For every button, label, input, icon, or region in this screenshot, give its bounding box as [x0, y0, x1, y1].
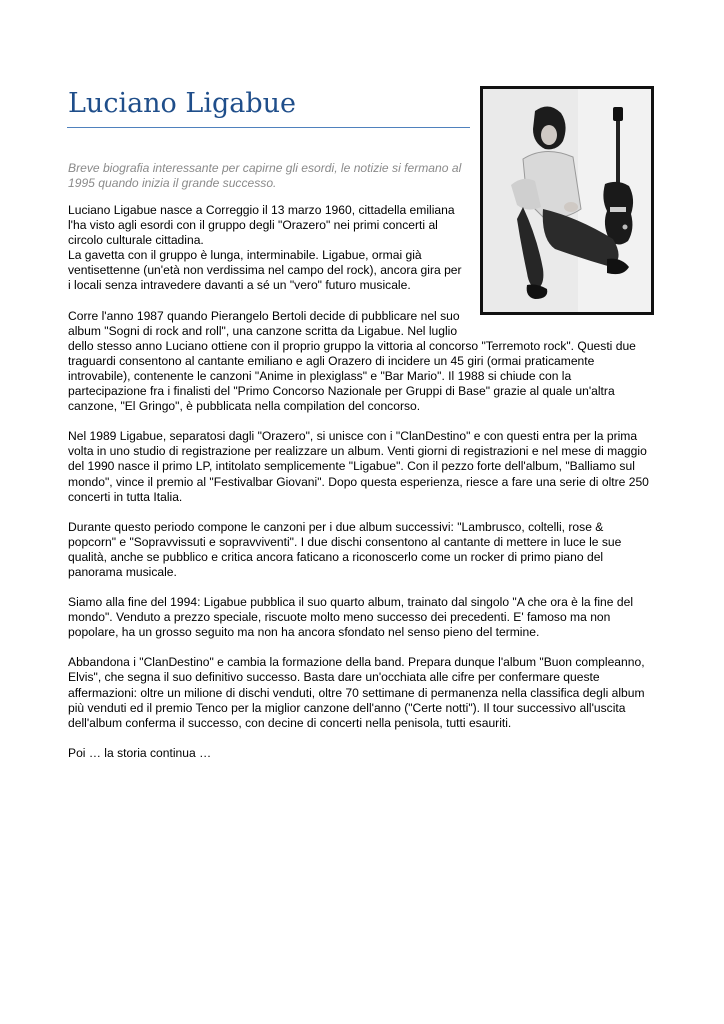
intro-line: Breve biografia interessante per capirne gli esordi, le notizie si fermano al — [68, 161, 462, 175]
intro-line: 1995 quando inizia il grande successo. — [68, 176, 277, 190]
paragraph-7 — [68, 746, 658, 761]
title-underline — [67, 127, 470, 128]
text-line: mondo". Venduto a prezzo speciale, riscuote molto meno successo dei precedenti. E' famoso ma non — [68, 610, 611, 625]
text-line: concerti in tutta Italia. — [68, 489, 183, 504]
text-line: Nel 1989 Ligabue, separatosi dagli "Orazero", si unisce con i "ClanDestino" e con questi entra per la prima — [68, 429, 638, 444]
paragraph-3 — [68, 429, 658, 504]
paragraph-6 — [68, 655, 658, 730]
text-line: album "Sogni di rock and roll", una canzone scritta da Ligabue. Nel luglio — [68, 323, 458, 338]
text-line: Siamo alla fine del 1994: Ligabue pubblica il suo quarto album, trainato dal singolo "A che ora è la fine del — [68, 595, 634, 610]
text-line: dell'album conferma il successo, con decine di concerti nella penisola, tutti esauriti. — [68, 715, 512, 730]
text-line: più venduti ed il premio Tenco per la miglior canzone dell'anno ("Certe notti"). Il tour successivo all'uscita — [68, 700, 626, 715]
text-line: Elvis", che segna il suo definitivo successo. Basta dare un'occhiata alle cifre per confermare queste — [68, 670, 600, 685]
paragraph-2 — [68, 309, 658, 415]
text-line: La gavetta con il gruppo è lunga, interminabile. Ligabue, ormai già — [68, 248, 422, 263]
intro-summary — [68, 161, 468, 191]
text-line: del 1990 nasce il primo LP, intitolato semplicemente "Ligabue". Con il pezzo forte dell'album, "Balliamo sul — [68, 459, 635, 474]
text-line: i locali senza intravedere davanti a sé un "vero" futuro musicale. — [68, 278, 411, 293]
text-line: partecipazione fra i finalisti del "Primo Concorso Nazionale per Gruppi di Base" grazie al quale un'altra — [68, 384, 615, 399]
biography-body — [68, 203, 658, 776]
text-line: Abbandona i "ClanDestino" e cambia la formazione della band. Prepara dunque l'album "Buon compleanno, — [68, 655, 645, 670]
document-title: Luciano Ligabue — [68, 88, 296, 119]
text-line: canzone, "El Gringo", è pubblicata nella compilation del concorso. — [68, 399, 421, 414]
text-line: l'ha visto agli esordi con il gruppo degli "Orazero" nei primi concerti al — [68, 218, 438, 233]
text-line: Corre l'anno 1987 quando Pierangelo Bertoli decide di pubblicare nel suo — [68, 308, 460, 323]
text-line: traguardi consentono al cantante emiliano e agli Orazero di incidere un 45 giri (ormai praticamente — [68, 353, 595, 368]
text-line: mondo", vince il premio al "Festivalbar Giovani". Dopo questa esperienza, riesce a fare una serie di oltre 250 — [68, 474, 649, 489]
text-line: ventisettenne (un'età non verdissima nel campo del rock), ancora gira per — [68, 263, 462, 278]
paragraph-4 — [68, 520, 658, 580]
text-line: introvabile), contenente le canzoni "Anime in plexiglass" e "Bar Mario". Il 1988 si chiude con la — [68, 368, 572, 383]
text-line: Luciano Ligabue nasce a Correggio il 13 marzo 1960, cittadella emiliana — [68, 203, 455, 217]
text-line: popcorn" e "Sopravvissuti e sopravviventi". I due dischi consentono al cantante di mettere in luce le sue — [68, 534, 622, 549]
text-line: volta in uno studio di registrazione per realizzare un album. Venti giorni di registrazioni e nel mese di maggio — [68, 444, 647, 459]
text-line: panorama musicale. — [68, 564, 177, 579]
text-line: dello stesso anno Luciano ottiene con il proprio gruppo la vittoria al concorso "Terremoto rock". Questi due — [68, 338, 636, 353]
text-line: qualità, anche se pubblico e critica ancora faticano a riconoscerlo come un rocker di primo piano del — [68, 549, 604, 564]
text-line: affermazioni: oltre un milione di dischi venduti, oltre 70 settimane di permanenza nella classifica degli album — [68, 685, 645, 700]
paragraph-1 — [68, 203, 468, 294]
paragraph-5 — [68, 595, 658, 640]
text-line: popolare, ha un grosso seguito ma non ha ancora sfondato nel senso pieno del termine. — [68, 625, 540, 640]
text-line: Poi … la storia continua … — [68, 745, 212, 760]
text-line: circolo culturale cittadina. — [68, 233, 204, 248]
text-line: Durante questo periodo compone le canzoni per i due album successivi: "Lambrusco, coltelli, rose & — [68, 519, 604, 534]
